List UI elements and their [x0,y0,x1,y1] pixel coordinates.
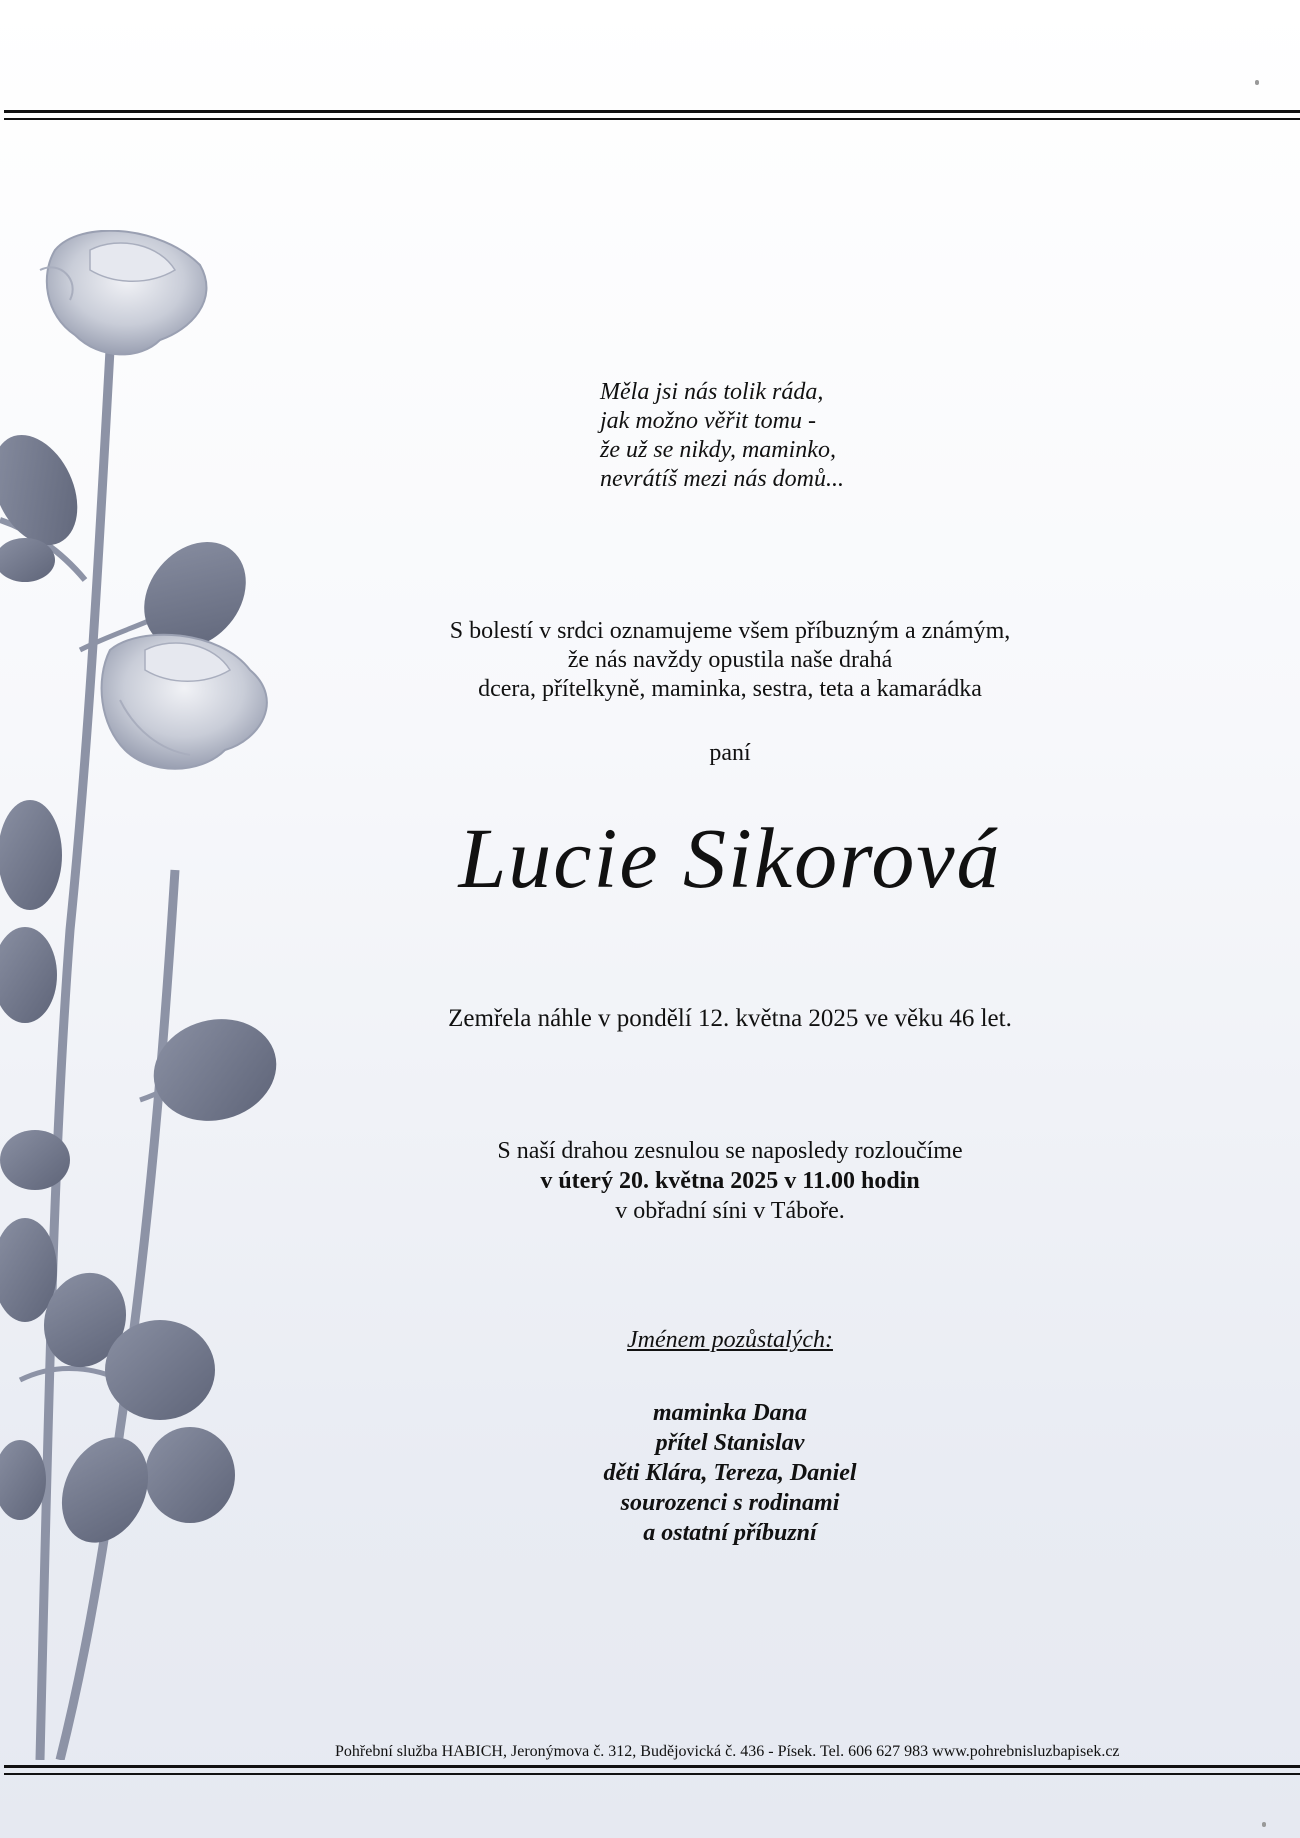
title-word: paní [709,740,751,766]
farewell-line: S naší drahou zesnulou se naposledy rozloučíme [497,1138,963,1164]
mourner-entry: a ostatní příbuzní [643,1520,817,1546]
announcement-line: dcera, přítelkyně, maminka, sestra, teta a kamarádka [478,676,982,702]
scan-speck [1262,1822,1266,1827]
mourner-entry: přítel Stanislav [655,1430,805,1456]
bottom-border-line [4,1765,1300,1768]
poem [600,378,1000,494]
poem-line: že už se nikdy, maminko, [600,437,836,463]
roses-decoration-icon [0,230,300,1760]
deceased-name: Lucie Sikorová [458,810,1002,906]
mourner-entry: maminka Dana [652,1400,808,1426]
funeral-service-footer: Pohřební služba HABICH, Jeronýmova č. 312, Budějovická č. 436 - Písek. Tel. 606 627 983 www.pohrebnisluzbapisek.cz [335,1743,1120,1760]
top-border-line [4,110,1300,113]
announcement [330,617,1130,704]
poem-line: Měla jsi nás tolik ráda, [600,379,824,405]
mourner-entry: sourozenci s rodinami [620,1490,840,1516]
death-notice: Zemřela náhle v pondělí 12. května 2025 ve věku 46 let. [448,1005,1012,1032]
mourners-heading: Jménem pozůstalých: [627,1327,833,1353]
mourner-entry: děti Klára, Tereza, Daniel [603,1460,857,1486]
announcement-line: že nás navždy opustila naše drahá [567,647,893,673]
top-border-line-secondary [4,118,1300,120]
farewell-place: v obřadní síni v Táboře. [615,1198,845,1224]
farewell-date-time: v úterý 20. května 2025 v 11.00 hodin [540,1168,920,1194]
farewell-info [330,1136,1130,1226]
mourners-list [330,1398,1130,1548]
bottom-border-line-secondary [4,1773,1300,1775]
poem-line: jak možno věřit tomu - [600,408,816,434]
announcement-line: S bolestí v srdci oznamujeme všem příbuzným a známým, [449,618,1011,644]
poem-line: nevrátíš mezi nás domů... [600,466,844,492]
scan-speck [1255,80,1259,85]
